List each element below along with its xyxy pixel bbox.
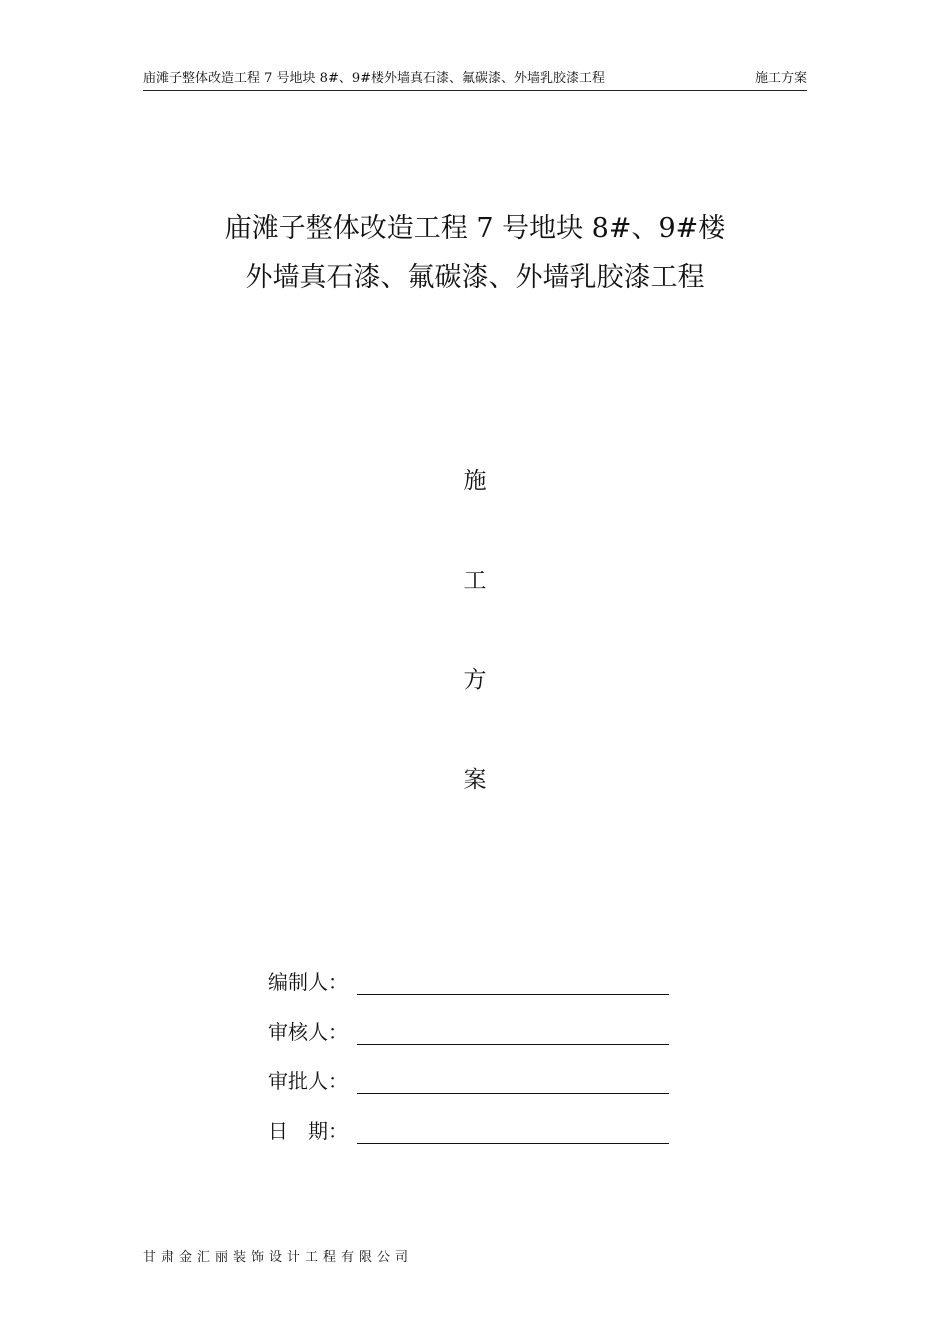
header-doc-type: 施工方案 xyxy=(754,71,807,86)
document-title-line-1: 庙滩子整体改造工程 7 号地块 8#、9#楼 xyxy=(224,213,726,244)
signature-row-compiler xyxy=(268,967,670,997)
header-project-title: 庙滩子整体改造工程 7 号地块 8#、9#楼外墙真石漆、氟碳漆、外墙乳胶漆工程 xyxy=(143,71,605,86)
vertical-title-char-3: 方 xyxy=(463,667,487,693)
company-footer: 甘肃金汇丽装饰设计工程有限公司 xyxy=(143,1250,414,1265)
approver-label: 审批人： xyxy=(268,1069,348,1093)
page-header xyxy=(143,70,807,91)
date-signature-line xyxy=(357,1143,669,1144)
signature-row-reviewer xyxy=(268,1017,670,1047)
vertical-title-char-4: 案 xyxy=(463,767,487,793)
vertical-title-char-2: 工 xyxy=(463,568,487,594)
approver-signature-line xyxy=(357,1093,669,1094)
vertical-title-char-1: 施 xyxy=(463,468,487,494)
signature-row-date xyxy=(268,1116,670,1146)
signature-row-approver xyxy=(268,1066,670,1096)
document-title-line-2: 外墙真石漆、氟碳漆、外墙乳胶漆工程 xyxy=(245,262,705,293)
reviewer-signature-line xyxy=(357,1044,669,1045)
compiler-label: 编制人： xyxy=(268,970,348,994)
date-label: 日 期： xyxy=(268,1119,348,1143)
compiler-signature-line xyxy=(357,994,669,995)
reviewer-label: 审核人： xyxy=(268,1020,348,1044)
